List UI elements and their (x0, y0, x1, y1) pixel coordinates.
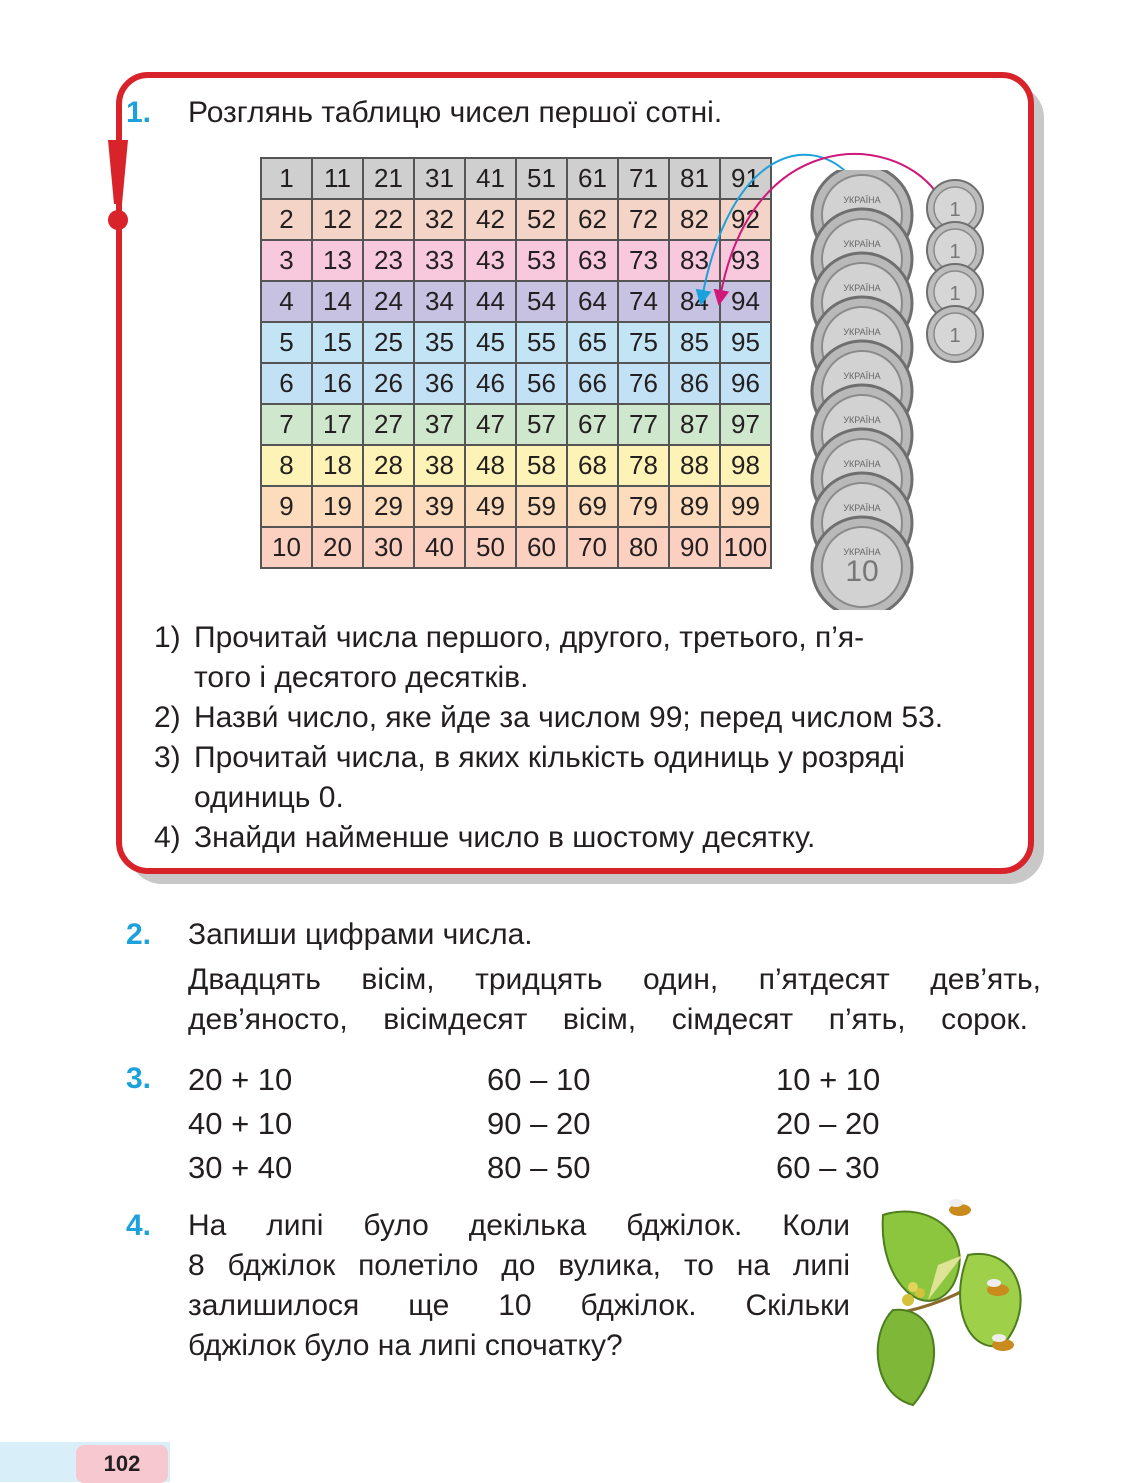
svg-text:УКРАЇНА: УКРАЇНА (843, 283, 881, 293)
subtask-number: 4) (154, 821, 181, 854)
table-cell: 10 (261, 527, 312, 568)
table-cell: 61 (567, 158, 618, 199)
table-cell: 83 (669, 240, 720, 281)
table-cell: 71 (618, 158, 669, 199)
table-cell: 31 (414, 158, 465, 199)
subtask-number: 1) (154, 621, 181, 654)
task2-title: Запиши цифрами числа. (188, 918, 533, 951)
table-cell: 14 (312, 281, 363, 322)
table-cell: 29 (363, 486, 414, 527)
table-cell: 38 (414, 445, 465, 486)
table-cell: 41 (465, 158, 516, 199)
task1-title: Розглянь таблицю чисел першої сотні. (188, 96, 723, 129)
table-cell: 5 (261, 322, 312, 363)
svg-text:УКРАЇНА: УКРАЇНА (843, 503, 881, 513)
table-cell: 64 (567, 281, 618, 322)
table-cell: 72 (618, 199, 669, 240)
expr-3-2: 20 – 20 (776, 1106, 880, 1141)
table-cell: 82 (669, 199, 720, 240)
expr-2-1: 60 – 10 (487, 1062, 591, 1097)
task4-number: 4. (126, 1209, 152, 1242)
svg-text:10: 10 (845, 555, 879, 588)
table-cell: 21 (363, 158, 414, 199)
table-cell: 51 (516, 158, 567, 199)
table-cell: 2 (261, 199, 312, 240)
table-cell: 66 (567, 363, 618, 404)
subtask-3 (154, 738, 905, 778)
table-cell: 60 (516, 527, 567, 568)
table-cell: 22 (363, 199, 414, 240)
linden-bees-illustration (868, 1195, 1038, 1425)
table-cell: 46 (465, 363, 516, 404)
table-cell: 76 (618, 363, 669, 404)
table-cell: 94 (720, 281, 771, 322)
table-cell: 65 (567, 322, 618, 363)
task2-line2: дев’яносто, вісімдесят вісім, сімдесят п’ять, сорок. (188, 1003, 1028, 1036)
table-cell: 12 (312, 199, 363, 240)
svg-text:1: 1 (949, 199, 961, 221)
table-cell: 32 (414, 199, 465, 240)
table-cell: 1 (261, 158, 312, 199)
subtask-line1: Прочитай числа першого, другого, третього, п’я- (194, 621, 865, 654)
table-cell: 20 (312, 527, 363, 568)
table-cell: 8 (261, 445, 312, 486)
table-row (261, 445, 771, 486)
table-cell: 35 (414, 322, 465, 363)
task2-number: 2. (126, 918, 152, 951)
table-cell: 67 (567, 404, 618, 445)
table-cell: 39 (414, 486, 465, 527)
table-cell: 24 (363, 281, 414, 322)
task2-line1: Двадцять вісім, тридцять один, п’ятдесят дев’ять, (188, 963, 1041, 996)
table-cell: 37 (414, 404, 465, 445)
table-cell: 7 (261, 404, 312, 445)
table-cell: 3 (261, 240, 312, 281)
task3-number: 3. (126, 1062, 152, 1095)
table-cell: 15 (312, 322, 363, 363)
table-cell: 26 (363, 363, 414, 404)
table-cell: 95 (720, 322, 771, 363)
table-cell: 63 (567, 240, 618, 281)
table-cell: 9 (261, 486, 312, 527)
subtask-2 (154, 698, 943, 738)
table-cell: 90 (669, 527, 720, 568)
table-cell: 91 (720, 158, 771, 199)
bee-icon (992, 1334, 1014, 1351)
table-cell: 84 (669, 281, 720, 322)
table-cell: 100 (720, 527, 771, 568)
task1-number: 1. (126, 96, 152, 129)
table-cell: 78 (618, 445, 669, 486)
coin-10-icon (812, 517, 912, 610)
table-cell: 11 (312, 158, 363, 199)
svg-text:1: 1 (949, 283, 961, 305)
table-cell: 68 (567, 445, 618, 486)
subtask-4 (154, 818, 815, 858)
table-cell: 87 (669, 404, 720, 445)
svg-text:1: 1 (949, 325, 961, 347)
table-cell: 70 (567, 527, 618, 568)
svg-text:УКРАЇНА: УКРАЇНА (843, 327, 881, 337)
table-cell: 56 (516, 363, 567, 404)
table-cell: 43 (465, 240, 516, 281)
svg-text:УКРАЇНА: УКРАЇНА (843, 547, 881, 557)
table-cell: 17 (312, 404, 363, 445)
table-cell: 97 (720, 404, 771, 445)
svg-text:УКРАЇНА: УКРАЇНА (843, 195, 881, 205)
task4-line3: залишилося ще 10 бджілок. Скільки (188, 1289, 850, 1322)
table-row (261, 322, 771, 363)
table-cell: 77 (618, 404, 669, 445)
table-cell: 18 (312, 445, 363, 486)
expr-3-1: 10 + 10 (776, 1062, 881, 1097)
table-cell: 50 (465, 527, 516, 568)
table-cell: 34 (414, 281, 465, 322)
table-cell: 42 (465, 199, 516, 240)
table-cell: 96 (720, 363, 771, 404)
bee-icon (949, 1199, 971, 1216)
subtask-line1: Знайди найменше число в шостому десятку. (194, 821, 816, 854)
table-row (261, 486, 771, 527)
table-cell: 4 (261, 281, 312, 322)
table-cell: 53 (516, 240, 567, 281)
expr-1-3: 30 + 40 (188, 1150, 293, 1185)
task4-line2: 8 бджілок полетіло до вулика, то на липі (188, 1249, 850, 1282)
table-cell: 13 (312, 240, 363, 281)
table-cell: 19 (312, 486, 363, 527)
table-cell: 58 (516, 445, 567, 486)
svg-text:УКРАЇНА: УКРАЇНА (843, 415, 881, 425)
table-cell: 27 (363, 404, 414, 445)
table-cell: 45 (465, 322, 516, 363)
table-cell: 89 (669, 486, 720, 527)
table-cell: 47 (465, 404, 516, 445)
table-cell: 49 (465, 486, 516, 527)
table-cell: 28 (363, 445, 414, 486)
table-cell: 25 (363, 322, 414, 363)
table-cell: 6 (261, 363, 312, 404)
table-cell: 36 (414, 363, 465, 404)
subtask-number: 3) (154, 741, 181, 774)
expr-1-1: 20 + 10 (188, 1062, 293, 1097)
svg-text:УКРАЇНА: УКРАЇНА (843, 459, 881, 469)
subtask-line1: Прочитай числа, в яких кількість одиниць у розряді (194, 741, 905, 774)
subtask-line2: одиниць 0. (194, 781, 344, 814)
table-cell: 86 (669, 363, 720, 404)
expr-3-3: 60 – 30 (776, 1150, 880, 1185)
table-cell: 79 (618, 486, 669, 527)
table-cell: 16 (312, 363, 363, 404)
table-cell: 23 (363, 240, 414, 281)
table-cell: 44 (465, 281, 516, 322)
table-cell: 55 (516, 322, 567, 363)
table-cell: 54 (516, 281, 567, 322)
table-row (261, 527, 771, 568)
table-cell: 98 (720, 445, 771, 486)
task4-line1: На липі було декілька бджілок. Коли (188, 1209, 850, 1242)
table-cell: 52 (516, 199, 567, 240)
subtask-line2: того і десятого десятків. (194, 661, 529, 694)
table-cell: 57 (516, 404, 567, 445)
table-cell: 80 (618, 527, 669, 568)
exclamation-icon (98, 136, 138, 236)
table-cell: 92 (720, 199, 771, 240)
svg-text:УКРАЇНА: УКРАЇНА (843, 371, 881, 381)
table-cell: 69 (567, 486, 618, 527)
table-cell: 75 (618, 322, 669, 363)
subtask-number: 2) (154, 701, 181, 734)
table-cell: 40 (414, 527, 465, 568)
expr-1-2: 40 + 10 (188, 1106, 293, 1141)
table-cell: 33 (414, 240, 465, 281)
table-cell: 73 (618, 240, 669, 281)
table-cell: 93 (720, 240, 771, 281)
task4-line4: бджілок було на липі спочатку? (188, 1329, 623, 1362)
table-cell: 62 (567, 199, 618, 240)
expr-2-2: 90 – 20 (487, 1106, 591, 1141)
table-cell: 48 (465, 445, 516, 486)
svg-text:1: 1 (949, 241, 961, 263)
coin-1-icon (927, 306, 983, 362)
table-cell: 85 (669, 322, 720, 363)
page-number: 102 (76, 1445, 168, 1483)
table-row (261, 404, 771, 445)
table-cell: 30 (363, 527, 414, 568)
table-cell: 99 (720, 486, 771, 527)
expr-2-3: 80 – 50 (487, 1150, 591, 1185)
coins-illustration (800, 170, 1000, 610)
table-cell: 74 (618, 281, 669, 322)
table-cell: 88 (669, 445, 720, 486)
svg-text:УКРАЇНА: УКРАЇНА (843, 239, 881, 249)
subtask-1 (154, 618, 864, 658)
subtask-line1: Назви́ число, яке йде за числом 99; перед числом 53. (194, 701, 944, 734)
table-row (261, 363, 771, 404)
table-cell: 81 (669, 158, 720, 199)
table-cell: 59 (516, 486, 567, 527)
